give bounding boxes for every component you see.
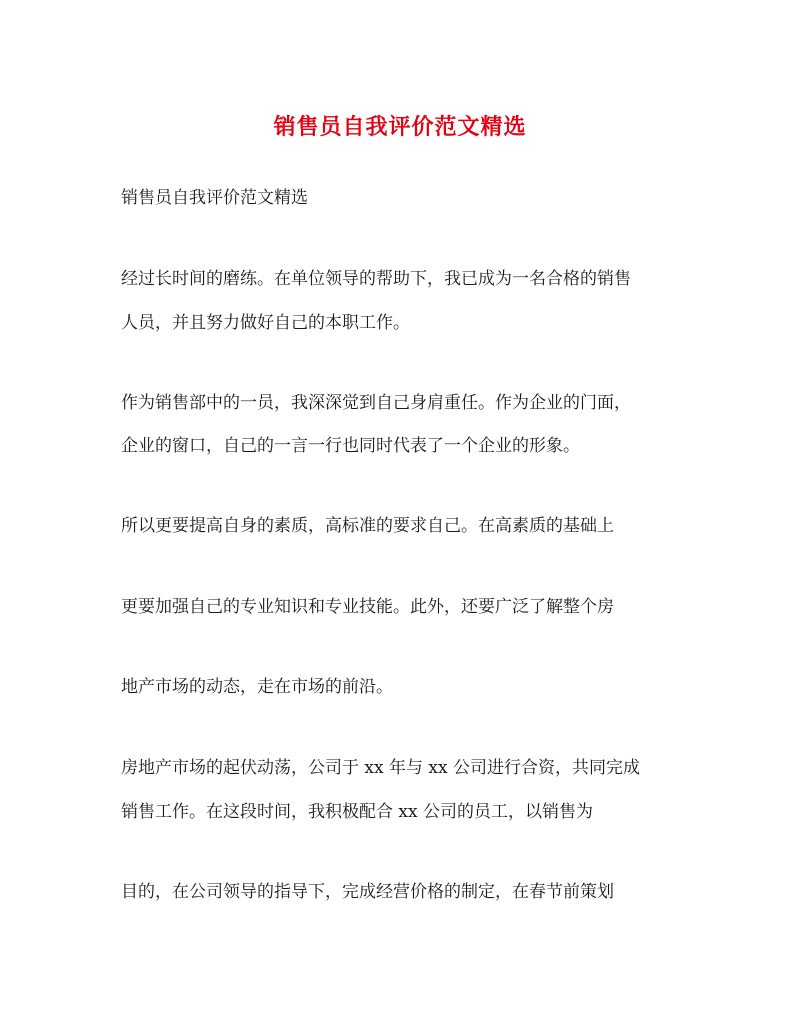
text-line: 人员，并且努力做好自己的本职工作。 [121, 313, 410, 333]
text-line: 作为销售部中的一员，我深深觉到自己身肩重任。作为企业的门面， [121, 393, 631, 413]
text-line: 企业的窗口，自己的一言一行也同时代表了一个企业的形象。 [121, 436, 580, 456]
text-line: 目的，在公司领导的指导下，完成经营价格的制定，在春节前策划 [121, 882, 614, 902]
text-line-subtitle: 销售员自我评价范文精选 [121, 188, 308, 208]
text-line: 更要加强自己的专业知识和专业技能。此外，还要广泛了解整个房 [121, 597, 614, 617]
text-line: 地产市场的动态，走在市场的前沿。 [121, 677, 393, 697]
document-title: 销售员自我评价范文精选 [273, 114, 527, 140]
text-line: 经过长时间的磨练。在单位领导的帮助下，我已成为一名合格的销售 [121, 269, 631, 289]
text-line: 销售工作。在这段时间，我积极配合 xx 公司的员工，以销售为 [121, 802, 593, 822]
text-line: 所以更要提高自身的素质，高标准的要求自己。在高素质的基础上 [121, 516, 614, 536]
text-line: 房地产市场的起伏动荡，公司于 xx 年与 xx 公司进行合资，共同完成 [121, 758, 640, 778]
